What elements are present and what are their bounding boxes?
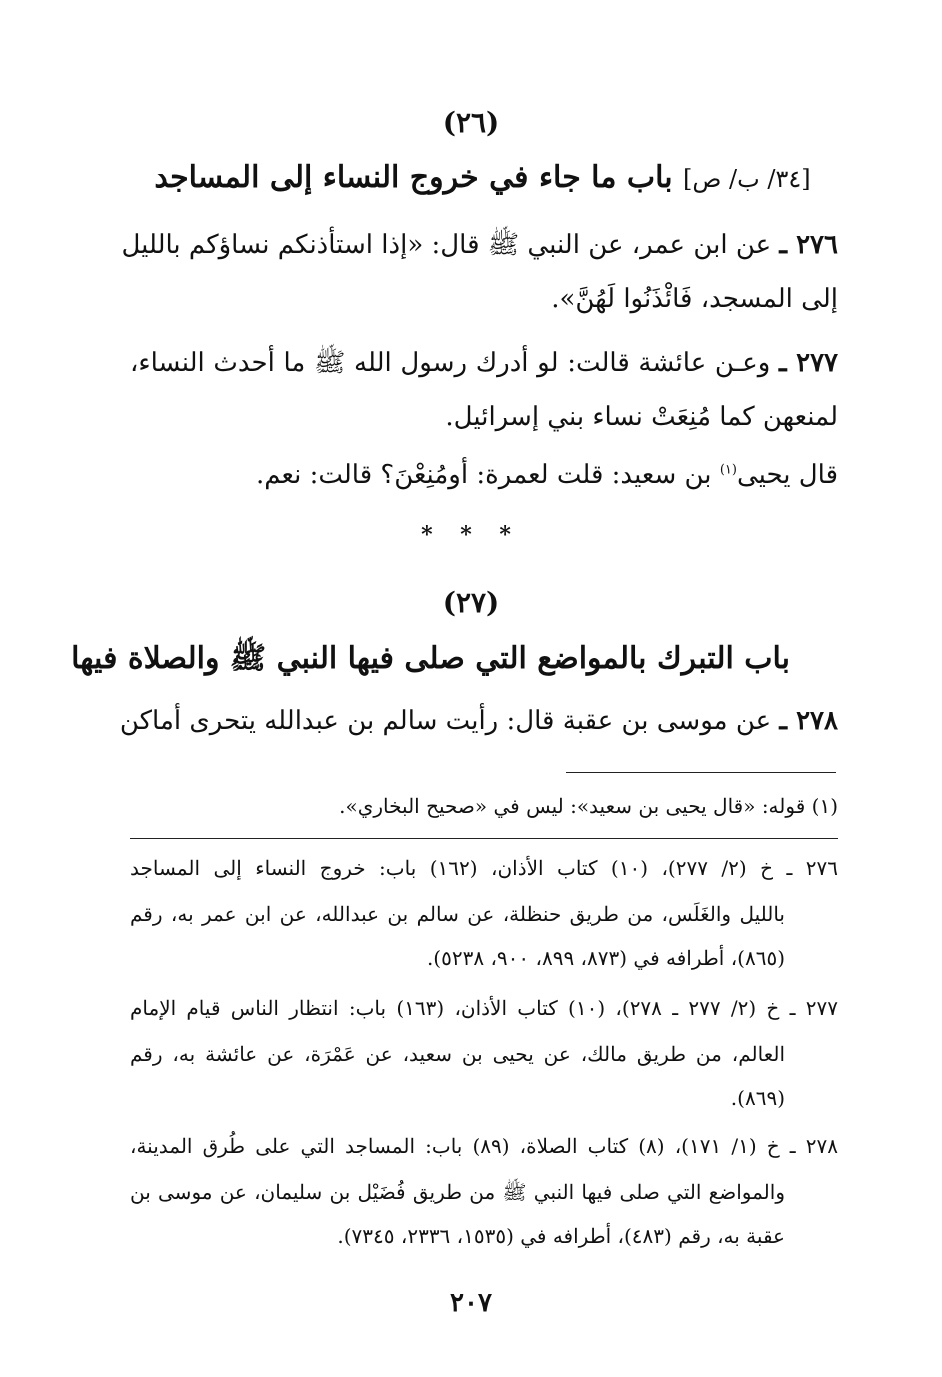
chapter-heading-26 xyxy=(130,160,835,195)
hadith-276-line-1 xyxy=(121,228,838,266)
takhrij-277-line-3: (٨٦٩). xyxy=(730,1086,785,1110)
takhrij-278-line-2: والمواضع التي صلى فيها النبي ﷺ من طريق فُضَيْل بن سليمان، عن موسى بن xyxy=(130,1180,785,1204)
hadith-277-line-3 xyxy=(178,460,838,490)
manuscript-ref: [٣٤/ ب/ ص] xyxy=(683,165,811,193)
chapter-heading-27: باب التبرك بالمواضع التي صلى فيها النبي ﷺ والصلاة فيها xyxy=(71,641,790,676)
hadith-276-line-2: إلى المسجد، فَائْذَنُوا لَهُنَّ». xyxy=(551,284,838,314)
takhrij-278-line-3: عقبة به، رقم (٤٨٣)، أطرافه في (١٥٣٥، ٢٣٣٦، ٧٣٤٥). xyxy=(337,1224,785,1248)
section-separator: * * * xyxy=(421,522,521,548)
takhrij-276-line-2: بالليل والغَلَس، من طريق حنظلة، عن سالم بن عبدالله، عن ابن عمر به، رقم xyxy=(130,902,785,926)
footnote-rule xyxy=(566,772,836,773)
takhrij-276-line-1: ٢٧٦ ـ خ (٢/ ٢٧٧)، (١٠) كتاب الأذان، (١٦٢) باب: خروج النساء إلى المساجد xyxy=(130,856,839,880)
hadith-text: قال يحيى xyxy=(736,460,838,490)
hadith-text: عن ابن عمر، عن النبي ﷺ قال: «إذا استأذنكم نساؤكم بالليل xyxy=(121,230,772,260)
chapter-title-26: باب ما جاء في خروج النساء إلى المساجد xyxy=(154,160,673,195)
footnote-marker[interactable]: (١) xyxy=(719,462,737,478)
takhrij-277-line-1: ٢٧٧ ـ خ (٢/ ٢٧٧ ـ ٢٧٨)، (١٠) كتاب الأذان، (١٦٣) باب: انتظار الناس قيام الإمام xyxy=(130,996,838,1020)
hadith-text: وعـن عائشة قالت: لو أدرك رسول الله ﷺ ما أحدث النساء، xyxy=(130,348,771,378)
footnote-1: (١) قوله: «قال يحيى بن سعيد»: ليس في «صحيح البخاري». xyxy=(339,794,838,818)
takhrij-276-line-3: (٨٦٥)، أطرافه في (٨٧٣، ٨٩٩، ٩٠٠، ٥٢٣٨). xyxy=(426,946,785,970)
hadith-278-line-1 xyxy=(119,706,838,736)
page-number: ٢٠٧ xyxy=(450,1288,492,1318)
takhrij-278-line-1: ٢٧٨ ـ خ (١/ ١٧١)، (٨) كتاب الصلاة، (٨٩) باب: المساجد التي على طُرق المدينة، xyxy=(130,1134,838,1158)
hadith-number: ٢٧٦ ـ xyxy=(779,230,838,260)
hadith-277-line-1 xyxy=(130,346,838,384)
hadith-text: بن سعيد: قلت لعمرة: أومُنِعْنَ؟ قالت: نعم. xyxy=(255,460,720,490)
hadith-number: ٢٧٧ ـ xyxy=(779,348,839,378)
hadith-text: عن موسى بن عقبة قال: رأيت سالم بن عبدالله يتحرى أماكن xyxy=(119,706,772,736)
section-number-27: (٢٧) xyxy=(442,586,500,619)
hadith-number: ٢٧٨ ـ xyxy=(779,706,838,736)
takhrij-rule xyxy=(130,838,838,839)
hadith-277-line-2: لمنعهن كما مُنِعَتْ نساء بني إسرائيل. xyxy=(445,402,838,432)
section-number-26: (٢٦) xyxy=(442,106,500,139)
takhrij-277-line-2: العالم، من طريق مالك، عن يحيى بن سعيد، عن عَمْرَة، عن عائشة به، رقم xyxy=(130,1042,786,1066)
